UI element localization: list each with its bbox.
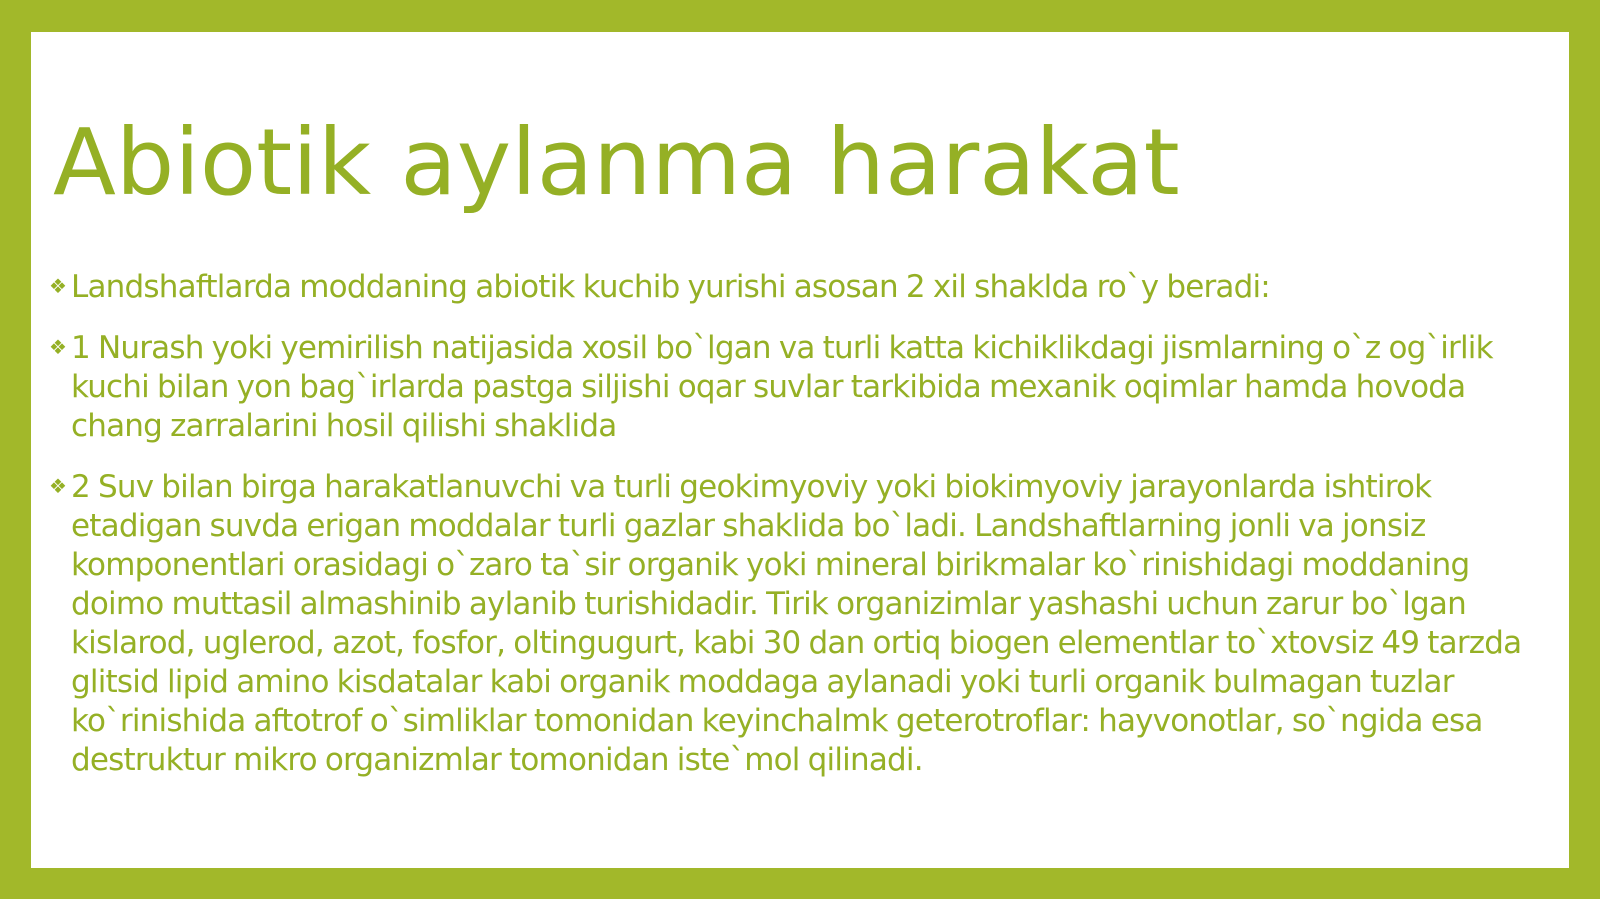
- bullet-text: 2 Suv bilan birga harakatlanuvchi va turli geokimyoviy yoki biokimyoviy jarayonlarda ishtirok etadigan suvda erigan moddalar turli gazlar shaklida bo`ladi. Landshaftlarning jonli va jonsiz komponentlari orasidagi o`zaro ta`sir organik yoki mineral birikmalar ko`rinishidagi moddaning doimo muttasil almashinib aylanib turishidadir. Tirik organizimlar yashashi uchun zarur bo`lgan kislarod, uglerod, azot, fosfor, oltingugurt, kabi 30 dan ortiq biogen elementlar to`xtovsiz 49 tarzda glitsid lipid amino kisdatalar kabi organik moddaga aylanadi yoki turli organik bulmagan tuzlar ko`rinishida aftotrof o`simliklar tomonidan keyinchalmk geterotroflar: hayvonotlar, so`ngida esa destruktur mikro organizmlar tomonidan iste`mol qilinadi.: [71, 469, 1522, 778]
- bullet-text: Landshaftlarda moddaning abiotik kuchib yurishi asosan 2 xil shaklda ro`y beradi:: [71, 269, 1270, 305]
- bullet-item: [51, 268, 1551, 307]
- four-diamond-bullet-icon: ❖: [49, 274, 67, 298]
- bullet-list: [51, 268, 1551, 802]
- slide-title: Abiotik aylanma harakat: [53, 109, 1180, 216]
- bullet-text: 1 Nurash yoki yemirilish natijasida xosil bo`lgan va turli katta kichiklikdagi jismlarning o`z og`irlik kuchi bilan yon bag`irlarda pastga siljishi oqar suvlar tarkibida mexanik oqimlar hamda hovoda chang zarralarini hosil qilishi shaklida: [71, 330, 1493, 444]
- four-diamond-bullet-icon: ❖: [49, 474, 67, 498]
- bullet-item: [51, 468, 1551, 780]
- four-diamond-bullet-icon: ❖: [49, 335, 67, 359]
- bullet-item: [51, 329, 1551, 446]
- slide: [31, 32, 1569, 868]
